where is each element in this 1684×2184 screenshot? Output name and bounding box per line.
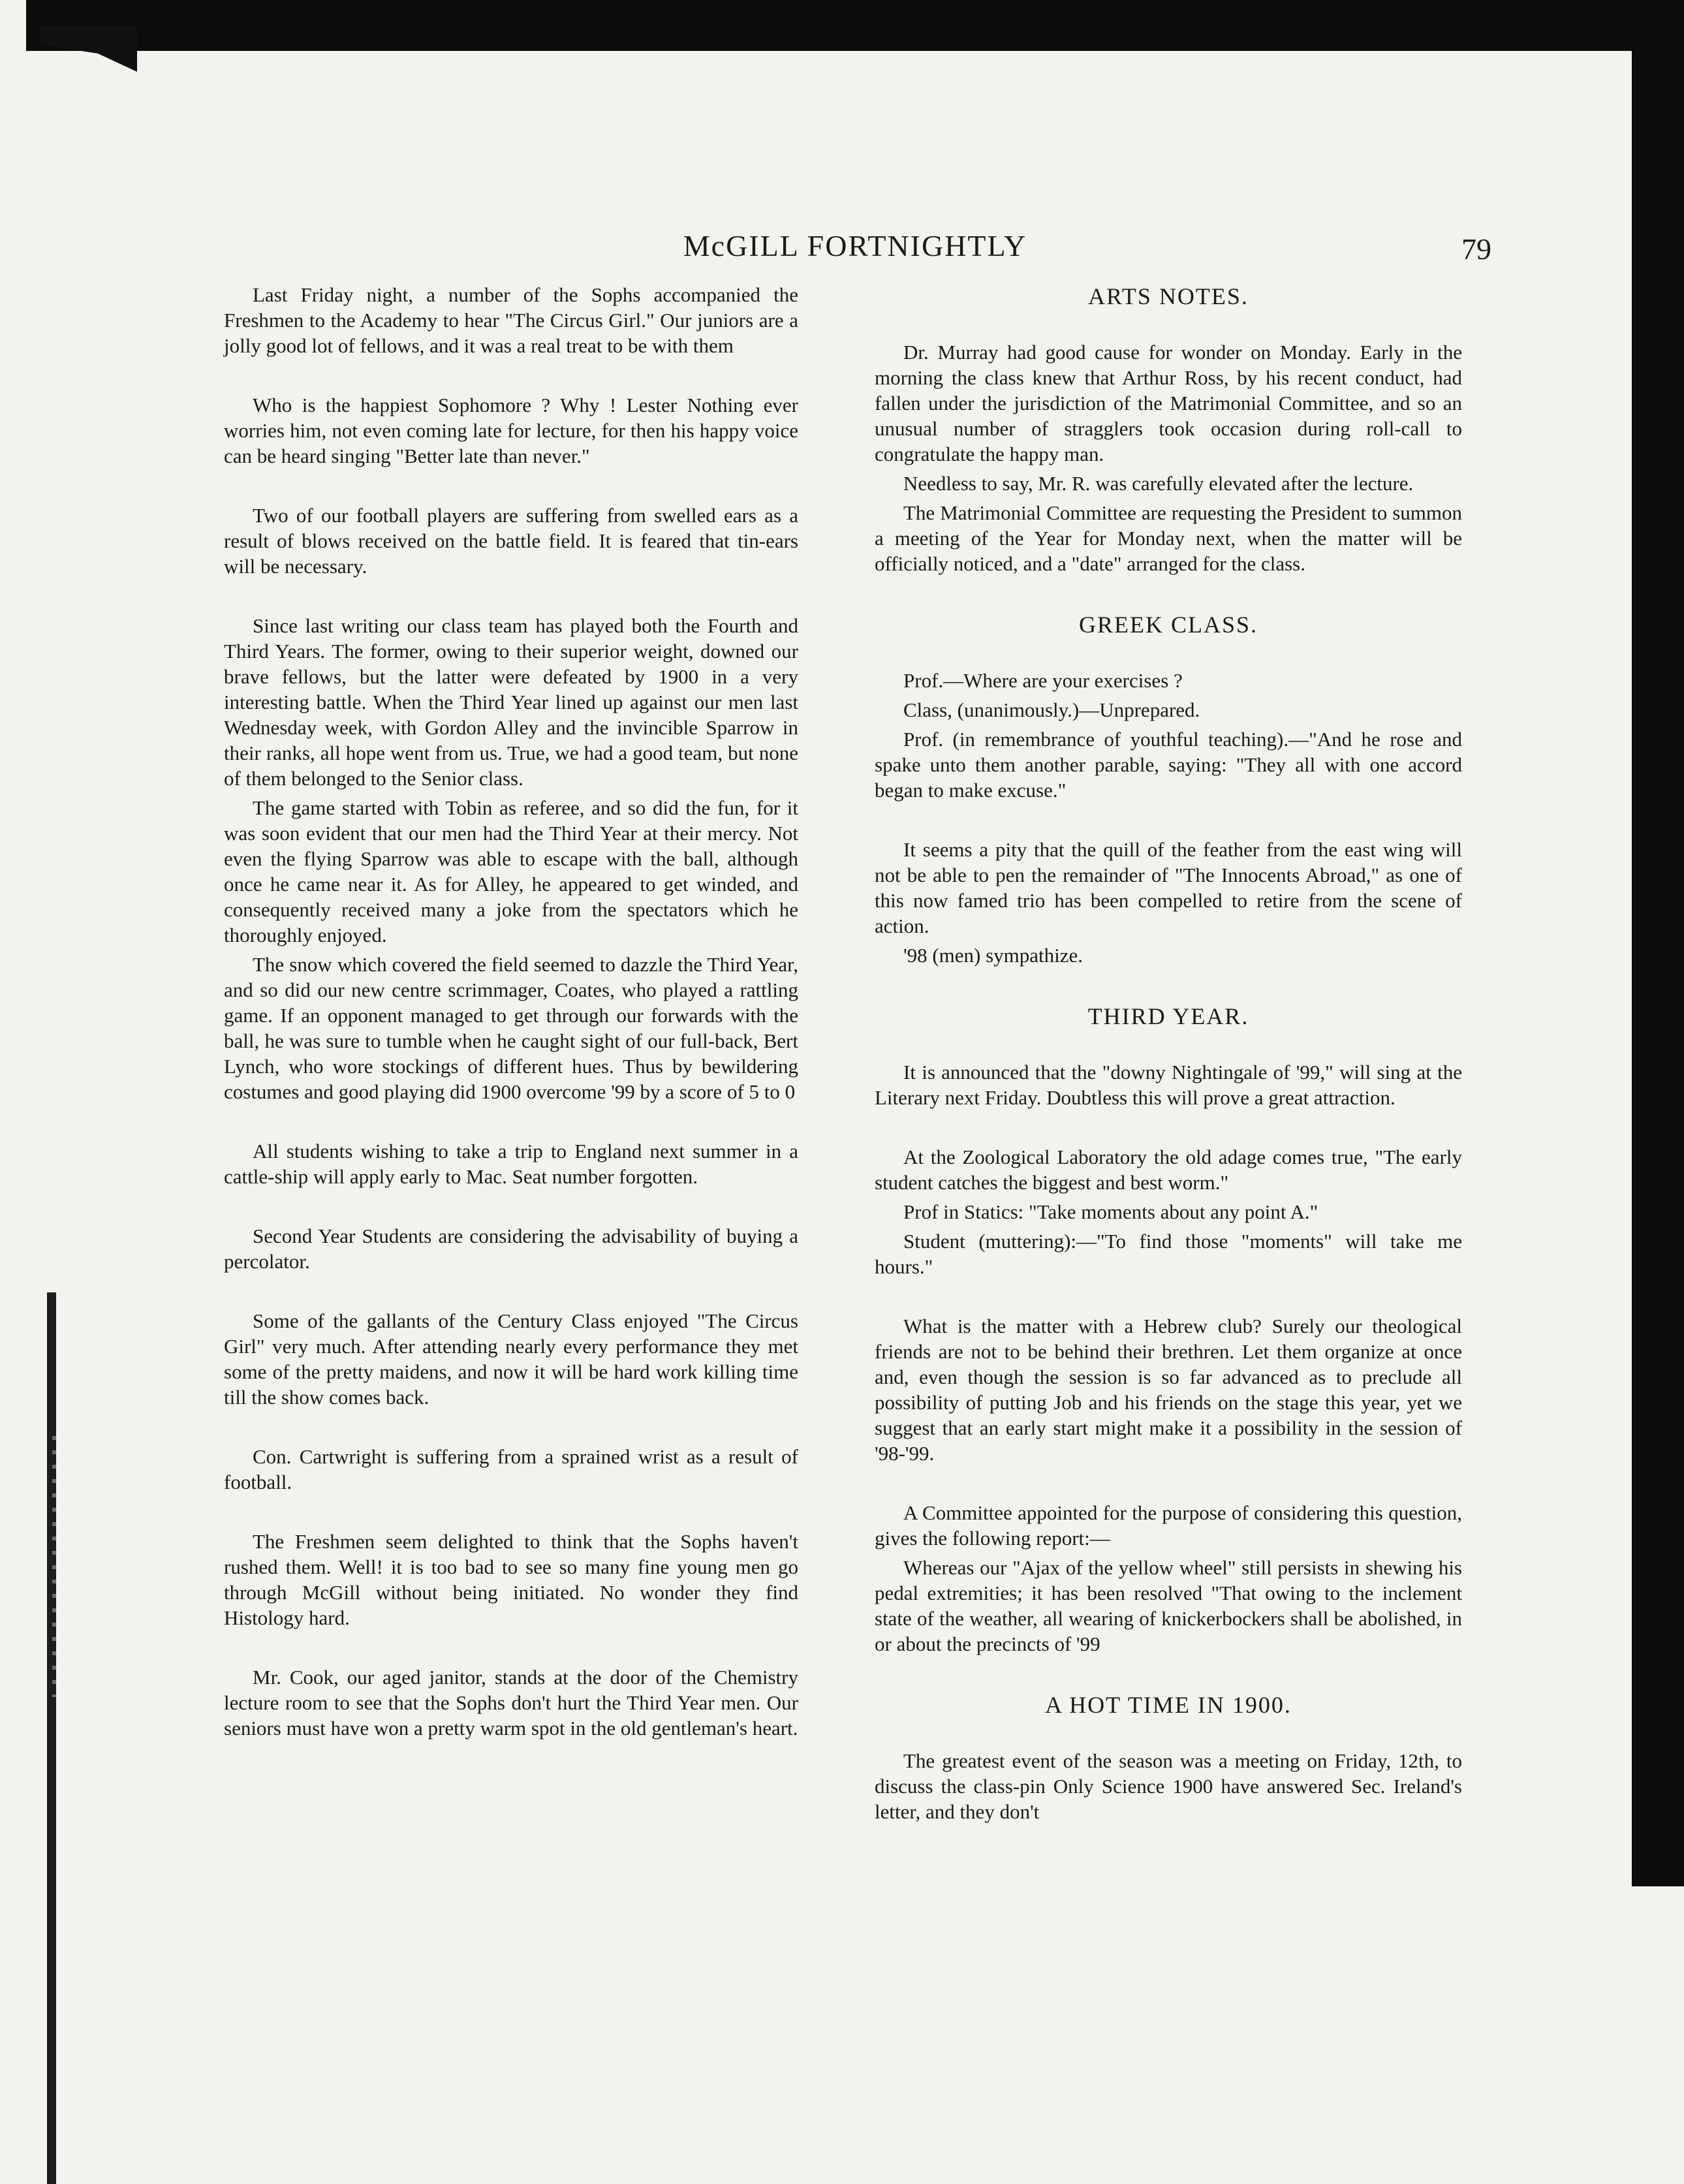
scan-specks [52, 1436, 56, 1697]
paragraph: Prof.—Where are your exercises ? [903, 669, 1183, 692]
paragraph: Student (muttering):—"To find those "moments" will take me hours." [875, 1230, 1462, 1278]
paragraph: What is the matter with a Hebrew club? Surely our theological friends are not to be behind their brethren. Let them organize at once and, even though the session is so far advanced as to preclude all possibility of putting Job and his friends on the stage this year, yet we suggest that an early start might make it a possibility in the session of '98-'99. [875, 1315, 1462, 1465]
paragraph: Mr. Cook, our aged janitor, stands at the door of the Chemistry lecture room to see that the Sophs don't hurt the Third Year men. Our seniors must have won a pretty warm spot in the old gentleman's heart. [224, 1666, 798, 1739]
section-heading-third-year: THIRD YEAR. [1087, 1003, 1249, 1029]
paragraph: Dr. Murray had good cause for wonder on Monday. Early in the morning the class knew that Arthur Ross, by his recent conduct, had fallen under the jurisdiction of the Matrimonial Committee, and so an unusual number of stragglers took occasion during roll-call to congratulate the happy man. [875, 341, 1462, 465]
paragraph: Prof. (in remembrance of youthful teaching).—"And he rose and spake unto them another parable, saying: "They all with one accord began to make excuse." [875, 728, 1462, 802]
paragraph: At the Zoological Laboratory the old adage comes true, "The early student catches the biggest and best worm." [875, 1146, 1462, 1194]
paragraph: Last Friday night, a number of the Sophs accompanied the Freshmen to the Academy to hear "The Circus Girl." Our juniors are a jolly good lot of fellows, and it was a real treat to be with them [224, 283, 798, 357]
scan-edge-left [47, 1292, 56, 2184]
paragraph: Second Year Students are considering the advisability of buying a percolator. [224, 1225, 798, 1273]
right-column [875, 282, 1462, 1858]
paragraph: A Committee appointed for the purpose of considering this question, gives the following report:— [875, 1501, 1462, 1550]
paragraph: Since last writing our class team has played both the Fourth and Third Years. The former, owing to their superior weight, downed our brave fellows, but the latter were defeated by 1900 in a very interesting battle. When the Third Year lined up against our men last Wednesday week, with Gordon Alley and the invincible Sparrow in their ranks, all hope went from us. True, we had a good team, but none of them belonged to the Senior class. [224, 614, 798, 790]
paragraph: All students wishing to take a trip to England next summer in a cattle-ship will apply early to Mac. Seat number forgotten. [224, 1140, 798, 1188]
paragraph: The Matrimonial Committee are requesting the President to summon a meeting of the Year for Monday next, when the matter will be officially noticed, and a "date" arranged for the class. [875, 501, 1462, 575]
section-heading-hot-time: A HOT TIME IN 1900. [1045, 1692, 1292, 1718]
paragraph: The greatest event of the season was a meeting on Friday, 12th, to discuss the class-pin Only Science 1900 have answered Sec. Ireland's letter, and they don't [875, 1749, 1462, 1823]
paragraph: It is announced that the "downy Nightingale of '99," will sing at the Literary next Friday. Doubtless this will prove a great attraction. [875, 1061, 1462, 1109]
paragraph: Whereas our "Ajax of the yellow wheel" still persists in shewing his pedal extremities; it has been resolved "That owing to the inclement state of the weather, all wearing of knickerbockers shall be abolished, in or about the precincts of '99 [875, 1556, 1462, 1655]
paragraph: The snow which covered the field seemed to dazzle the Third Year, and so did our new centre scrimmager, Coates, who played a rattling game. If an opponent managed to get through our forwards with the ball, he was sure to tumble when he caught sight of our full-back, Bert Lynch, who wore stockings of different hues. Thus by bewildering costumes and good playing did 1900 overcome '99 by a score of 5 to 0 [224, 953, 798, 1103]
paragraph: Who is the happiest Sophomore ? Why ! Lester Nothing ever worries him, not even coming late for lecture, for then his happy voice can be heard singing "Better late than never." [224, 394, 798, 467]
page-number: 79 [1461, 232, 1491, 266]
paragraph: The game started with Tobin as referee, and so did the fun, for it was soon evident that our men had the Third Year at their mercy. Not even the flying Sparrow was able to escape with the ball, although once he came near it. As for Alley, he appeared to get winded, and consequently received many a joke from the spectators which he thoroughly enjoyed. [224, 796, 798, 946]
running-title: McGILL FORTNIGHTLY [683, 229, 1027, 262]
scan-edge-right [1632, 0, 1684, 1886]
paragraph: Class, (unanimously.)—Unprepared. [903, 698, 1200, 721]
paragraph: Some of the gallants of the Century Class enjoyed "The Circus Girl" very much. After attending nearly every performance they met some of the pretty maidens, and now it will be hard work killing time till the show comes back. [224, 1309, 798, 1409]
paragraph: Prof in Statics: "Take moments about any point A." [903, 1200, 1318, 1223]
paragraph: It seems a pity that the quill of the feather from the east wing will not be able to pen the remainder of "The Innocents Abroad," as one of this now famed trio has been compelled to retire from the scene of action. [875, 838, 1462, 937]
paragraph: Con. Cartwright is suffering from a sprained wrist as a result of football. [224, 1445, 798, 1493]
paragraph: Needless to say, Mr. R. was carefully elevated after the lecture. [903, 472, 1414, 495]
left-column [224, 282, 798, 1775]
section-heading-greek-class: GREEK CLASS. [1078, 612, 1258, 638]
paragraph: Two of our football players are suffering from swelled ears as a result of blows received on the battle field. It is feared that tin-ears will be necessary. [224, 504, 798, 578]
paragraph: '98 (men) sympathize. [903, 944, 1084, 967]
scan-edge-top [26, 0, 1684, 51]
paragraph: The Freshmen seem delighted to think that the Sophs haven't rushed them. Well! it is too bad to see so many fine young men go through McGill without being initiated. No wonder they find Histology hard. [224, 1530, 798, 1629]
section-heading-arts-notes: ARTS NOTES. [1088, 283, 1249, 309]
